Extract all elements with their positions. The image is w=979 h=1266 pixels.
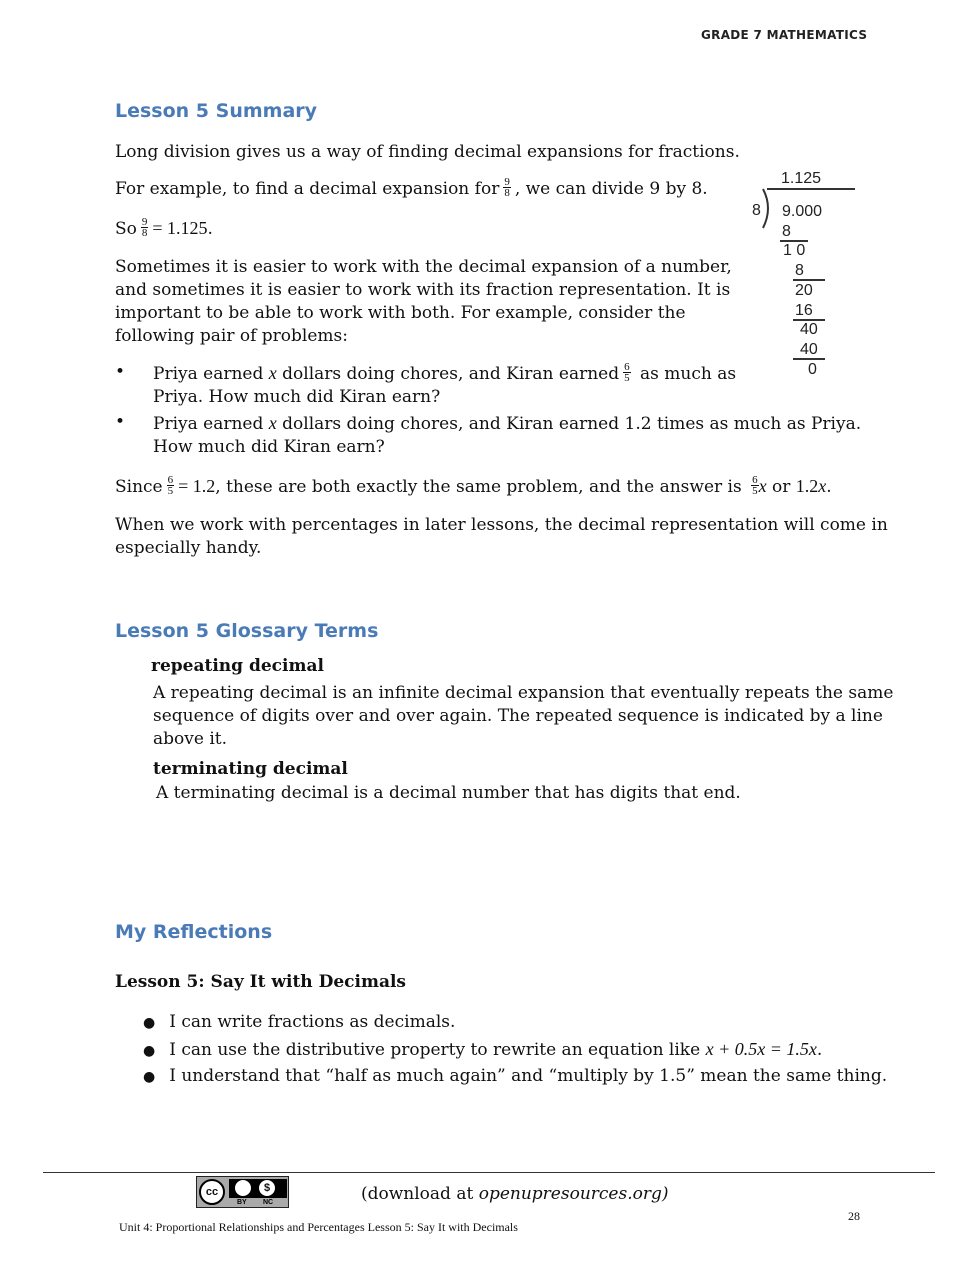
quotient: 1.125 (781, 170, 822, 187)
footer-rule (43, 1172, 935, 1173)
closing-paragraph: When we work with percentages in later lessons, the decimal representation will come in especially handy. (115, 515, 888, 558)
nc-dollar-icon: $ (259, 1180, 275, 1196)
step-6: 40 (800, 321, 818, 338)
step-5: 16 (795, 302, 813, 319)
reflection-item-2: ● I can use the distributive property to rewrite an equation like x + 0.5x = 1.5x. (143, 1039, 823, 1060)
glossary-term-repeating: repeating decimal (151, 656, 324, 676)
glossary-def-repeating: A repeating decimal is an infinite decimal expansion that eventually repeats the same sequence of digits over and over again. The repeated sequence is indicated by a line above it. (153, 683, 894, 749)
glossary-def-terminating: A terminating decimal is a decimal number that has digits that end. (156, 783, 741, 803)
page-header: GRADE 7 MATHEMATICS (701, 28, 868, 42)
cc-icon: cc (199, 1179, 225, 1205)
problem-item-2: Priya earned x dollars doing chores, and Kiran earned 1.2 times as much as Priya. How much did Kiran earn? (153, 413, 862, 457)
summary-heading: Lesson 5 Summary (115, 100, 318, 122)
download-link[interactable]: openupresources.org) (478, 1184, 669, 1204)
division-bracket (761, 188, 773, 230)
footer-unit-text: Unit 4: Proportional Relationships and Percentages Lesson 5: Say It with Decimals (119, 1220, 518, 1234)
step-2: 1 0 (783, 242, 806, 259)
long-division-figure (745, 168, 860, 383)
page-number: 28 (848, 1209, 860, 1223)
step-4: 20 (795, 282, 813, 299)
glossary-heading: Lesson 5 Glossary Terms (115, 620, 379, 642)
problem-item-1: Priya earned x dollars doing chores, and Kiran earned $\frac{6}{5}$ as much as Priya. How much did Kiran earn? (153, 361, 737, 407)
fraction-9-8: $\frac{9}{8}$ (504, 176, 510, 199)
reflections-lesson-title: Lesson 5: Say It with Decimals (115, 972, 406, 992)
reflection-item-3: ● I understand that “half as much again” and “multiply by 1.5” mean the same thing. (143, 1066, 888, 1086)
by-person-icon (235, 1180, 251, 1196)
by-label: BY (237, 1199, 247, 1206)
nc-label: NC (263, 1199, 274, 1206)
reflections-heading: My Reflections (115, 921, 273, 943)
step-3: 8 (795, 262, 804, 279)
glossary-term-terminating: terminating decimal (153, 759, 348, 779)
summary-result: So $\frac{9}{8}$ = 1.125. (115, 216, 213, 239)
summary-example: For example, to find a decimal expansion for $\frac{9}{8}$ , we can divide 9 by 8. (115, 176, 708, 199)
bullet-dot: • (115, 362, 126, 382)
divisor: 8 (752, 202, 761, 219)
step-1: 8 (782, 223, 791, 240)
dividend: 9.000 (782, 203, 823, 220)
reflection-item-1: ● I can write fractions as decimals. (143, 1012, 456, 1032)
since-sentence: Since $\frac{6}{5}$ = 1.2, these are both exactly the same problem, and the answer is $\frac{6}{5}$ x or 1.2x. (115, 474, 832, 497)
step-7: 40 (800, 341, 818, 358)
download-note: (download at openupresources.org) (361, 1184, 669, 1204)
summary-intro: Long division gives us a way of finding decimal expansions for fractions. (115, 142, 740, 162)
step-8: 0 (808, 361, 817, 378)
summary-paragraph: Sometimes it is easier to work with the decimal expansion of a number, and sometimes it is easier to work with its fraction representation. It is important to be able to work with both. For example, consider the following pair of problems: (115, 257, 732, 346)
cc-license-badge (196, 1176, 289, 1208)
bullet-dot: • (115, 412, 126, 432)
